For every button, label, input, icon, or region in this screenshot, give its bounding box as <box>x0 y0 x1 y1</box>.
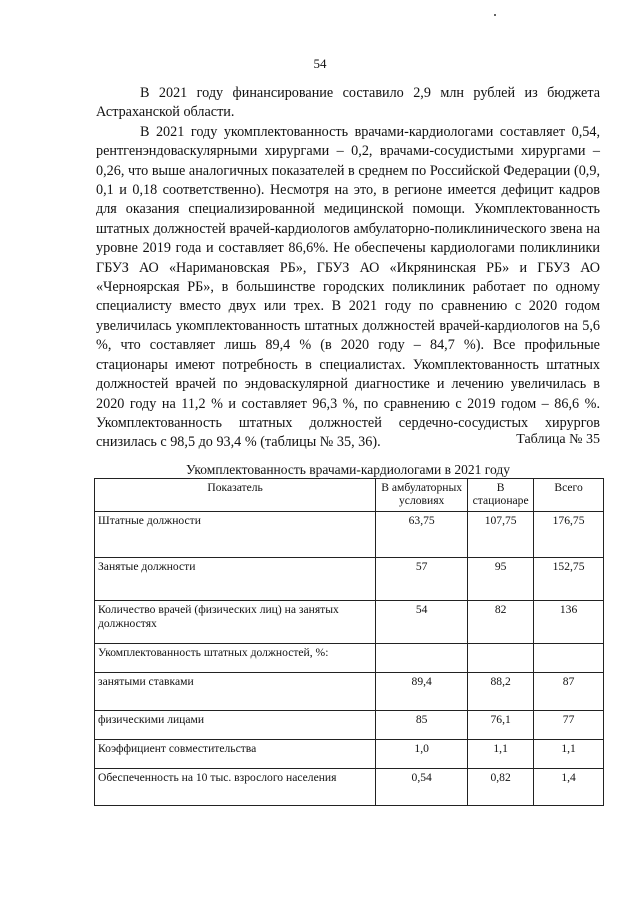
table-label: Таблица № 35 <box>516 432 600 447</box>
cell-value: 0,54 <box>376 769 468 806</box>
cell-value: 88,2 <box>468 673 534 711</box>
cell-value <box>468 644 534 673</box>
staffing-table <box>94 478 604 806</box>
table-row <box>95 740 604 769</box>
row-label: Обеспеченность на 10 тыс. взрослого населения <box>95 769 376 806</box>
paragraph: В 2021 году укомплектованность врачами-кардиологами составляет 0,54, рентгенэндоваскулярными хирургами – 0,2, врачами-сосудистыми хирургами – 0,26, что выше аналогичных показателей в среднем по Российской Федерации (0,9, 0,1 и 0,18 соответственно). Несмотря на это, в регионе имеется дефицит кадров для оказания специализированной медицинской помощи. Укомплектованность штатных должностей врачей-кардиологов амбулаторно-поликлинического звена на уровне 2019 года и составляет 86,6%. Не обеспечены кардиологами поликлиники ГБУЗ АО «Наримановская РБ», ГБУЗ АО «Икрянинская РБ» и ГБУЗ АО «Черноярская РБ», в большинстве городских поликлиник работает по одному специалисту вместо двух или трех. В 2021 году по сравнению с 2020 годом увеличилась укомплектованность штатных должностей врачей-кардиологов на 5,6 %, что составляет лишь 89,4 % (в 2020 году – 84,7 %). Все профильные стационары имеют потребность в специалистах. Укомплектованность штатных должностей врачей по эндоваскулярной диагностике и лечению увеличилась в 2020 году на 11,2 % и составляет 96,3 %, по сравнению с 2019 годом – 86,6 %. Укомплектованность штатных должностей сердечно-сосудистых хирургов снизилась с 98,5 до 93,4 % (таблицы № 35, 36). <box>96 123 600 451</box>
cell-value: 95 <box>468 558 534 601</box>
column-header: Показатель <box>95 479 376 512</box>
table-header-row <box>95 479 604 512</box>
cell-value: 82 <box>468 601 534 644</box>
table-row <box>95 558 604 601</box>
column-header: В амбулаторных условиях <box>376 479 468 512</box>
cell-value: 77 <box>534 711 604 740</box>
cell-value: 89,4 <box>376 673 468 711</box>
cell-value <box>376 644 468 673</box>
row-label: Штатные должности <box>95 512 376 558</box>
table-row <box>95 644 604 673</box>
cell-value: 1,4 <box>534 769 604 806</box>
table-row <box>95 711 604 740</box>
cell-value: 152,75 <box>534 558 604 601</box>
body-text <box>96 84 600 453</box>
cell-value: 85 <box>376 711 468 740</box>
table-row <box>95 673 604 711</box>
cell-value <box>534 644 604 673</box>
row-label: Коэффициент совместительства <box>95 740 376 769</box>
table-row <box>95 601 604 644</box>
row-label: Укомплектованность штатных должностей, %: <box>95 644 376 673</box>
page-number: 54 <box>313 56 327 71</box>
cell-value: 76,1 <box>468 711 534 740</box>
row-label: Количество врачей (физических лиц) на занятых должностях <box>95 601 376 644</box>
scan-speck <box>494 14 496 16</box>
column-header: В стационаре <box>468 479 534 512</box>
cell-value: 136 <box>534 601 604 644</box>
cell-value: 54 <box>376 601 468 644</box>
table-row <box>95 512 604 558</box>
cell-value: 176,75 <box>534 512 604 558</box>
cell-value: 63,75 <box>376 512 468 558</box>
paragraph: В 2021 году финансирование составило 2,9 млн рублей из бюджета Астраханской области. <box>96 85 600 121</box>
row-label: занятыми ставками <box>95 673 376 711</box>
row-label: физическими лицами <box>95 711 376 740</box>
cell-value: 57 <box>376 558 468 601</box>
cell-value: 87 <box>534 673 604 711</box>
table-title: Укомплектованность врачами-кардиологами в 2021 году <box>186 462 510 477</box>
table-row <box>95 769 604 806</box>
cell-value: 1,1 <box>534 740 604 769</box>
cell-value: 107,75 <box>468 512 534 558</box>
row-label: Занятые должности <box>95 558 376 601</box>
cell-value: 1,1 <box>468 740 534 769</box>
cell-value: 0,82 <box>468 769 534 806</box>
column-header: Всего <box>534 479 604 512</box>
cell-value: 1,0 <box>376 740 468 769</box>
